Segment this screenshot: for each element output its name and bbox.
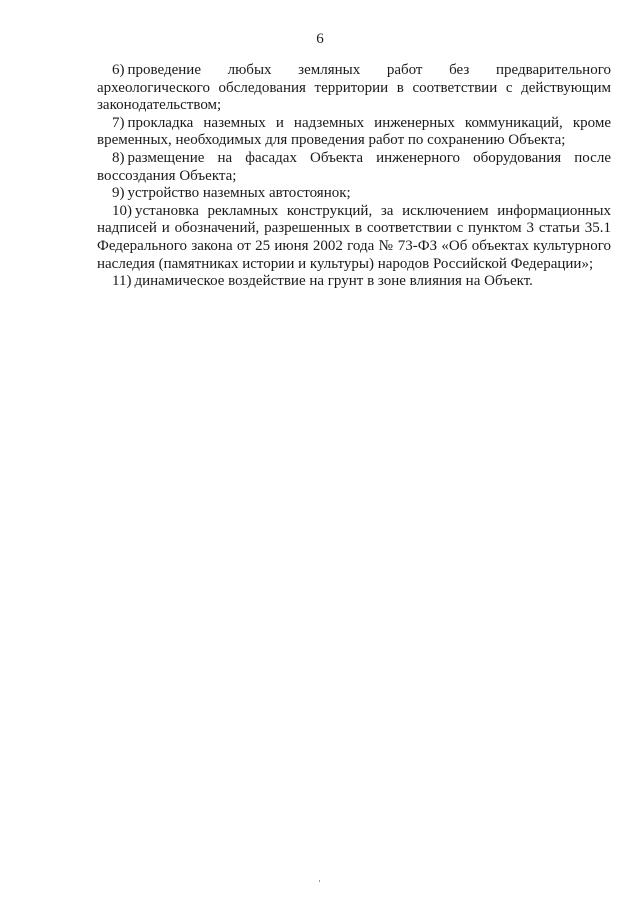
- list-item-10: [97, 203, 611, 273]
- list-item-number: 11): [112, 273, 132, 290]
- page-number: 6: [316, 31, 324, 47]
- document-body: [97, 62, 611, 291]
- list-item-text: установка рекламных конструкций, за исключением информационных надписей и обозначений, разрешенных в соответствии с пунктом 3 статьи 35.1 Федерального закона от 25 июня 2002 года № 73-ФЗ «Об объектах культурного наследия (памятниках истории и культуры) народов Российской Федерации»;: [97, 202, 611, 272]
- list-item-number: 8): [112, 149, 125, 166]
- list-item-number: 7): [112, 114, 125, 131]
- list-item-6: [97, 62, 611, 115]
- list-item-text: прокладка наземных и надземных инженерных коммуникаций, кроме временных, необходимых для проведения работ по сохранению Объекта;: [97, 114, 611, 149]
- list-item-number: 10): [112, 202, 132, 219]
- list-item-7: [97, 115, 611, 150]
- list-item-8: [97, 150, 611, 185]
- scan-speck: [319, 880, 320, 882]
- list-item-text: проведение любых земляных работ без предварительного археологического обследования территории в соответствии с действующим законодательством;: [97, 62, 611, 114]
- list-item-number: 6): [112, 62, 125, 78]
- list-item-number: 9): [112, 185, 125, 202]
- list-item-11: [97, 273, 611, 291]
- list-item-9: [97, 185, 611, 203]
- list-item-text: устройство наземных автостоянок;: [127, 185, 351, 202]
- list-item-text: динамическое воздействие на грунт в зоне влияния на Объект.: [134, 273, 533, 290]
- list-item-text: размещение на фасадах Объекта инженерного оборудования после воссоздания Объекта;: [97, 149, 611, 184]
